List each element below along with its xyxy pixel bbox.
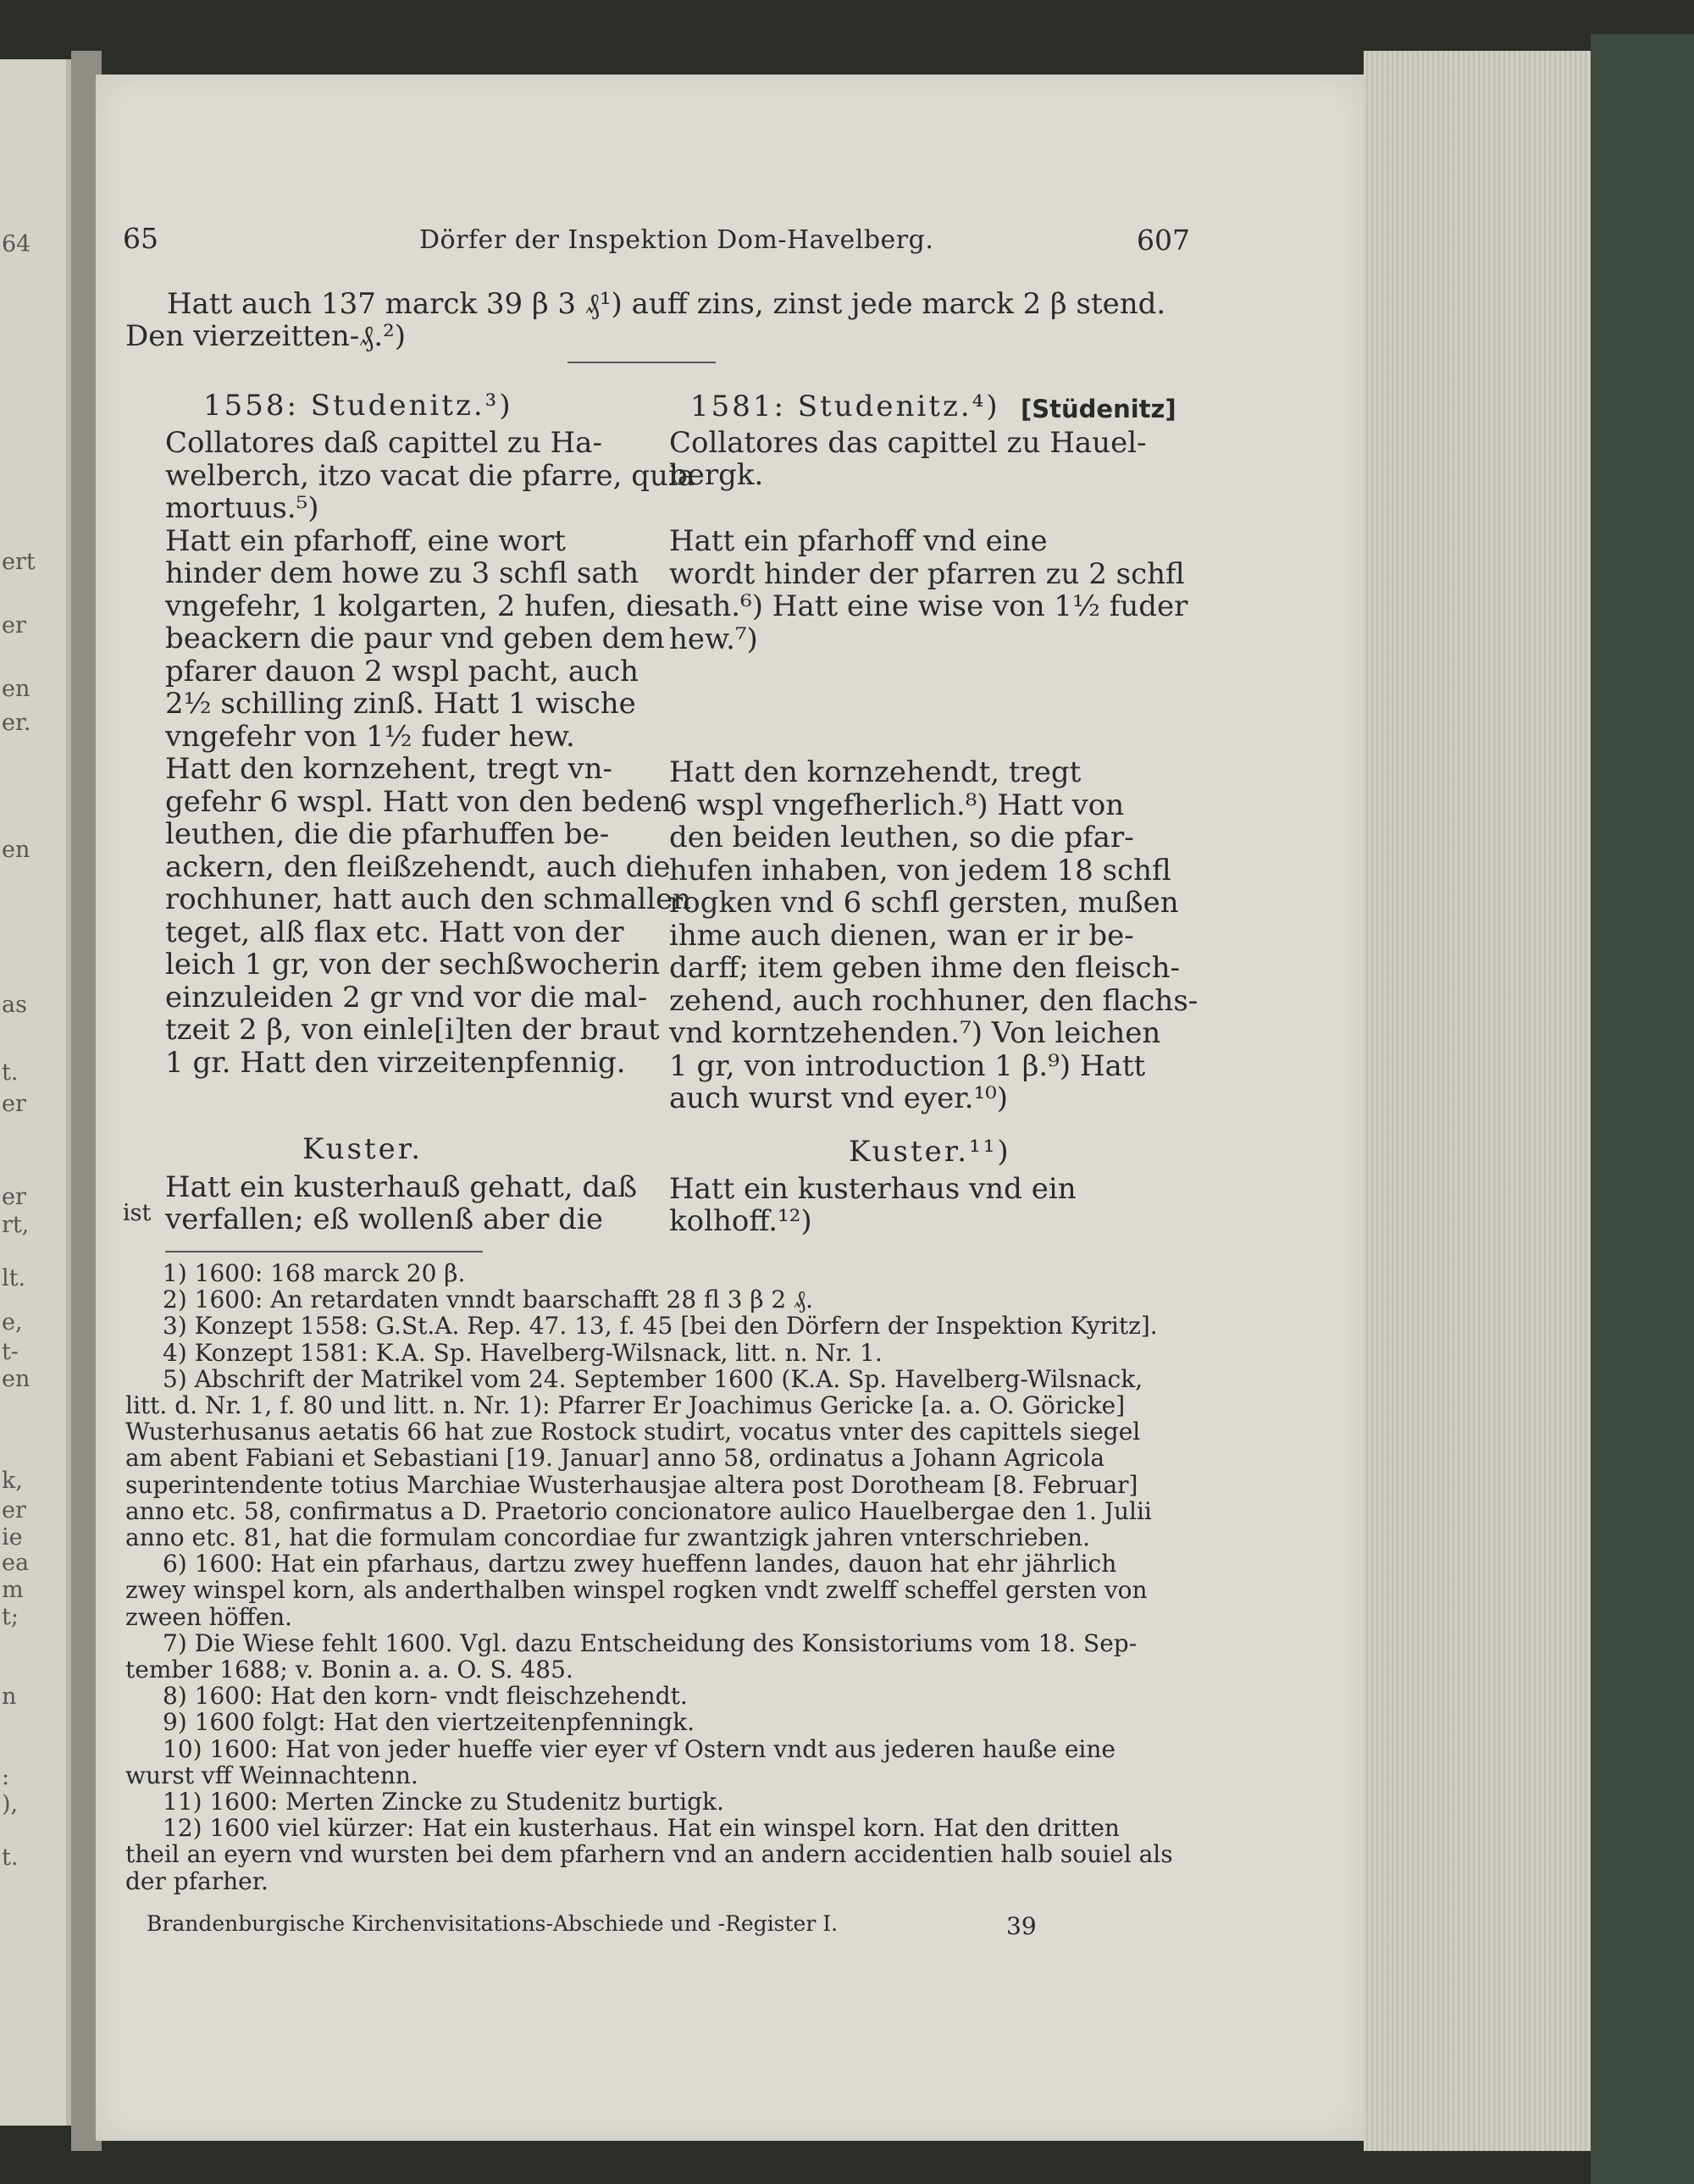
adjacent-page-fragment: t. (2, 1059, 19, 1086)
right-column-line: sath.⁶) Hatt eine wise von 1½ fuder (669, 589, 1188, 623)
adjacent-page-fragment: 64 (2, 231, 31, 257)
divider-rule (567, 362, 716, 363)
adjacent-page-fragment: en (2, 676, 30, 702)
right-column-line: auch wurst vnd eyer.¹⁰) (669, 1081, 1009, 1115)
left-column-line: mortuus.⁵) (165, 491, 319, 525)
adjacent-page-fragment: ea (2, 1550, 30, 1576)
left-column-line: Hatt den kornzehent, tregt vn- (165, 752, 612, 786)
footer-series: Brandenburgische Kirchenvisitations-Abschiede und -Register I. (147, 1911, 839, 1936)
footnote-line: litt. d. Nr. 1, f. 80 und litt. n. Nr. 1): Pfarrer Er Joachimus Gericke [a. a. O. Göricke] (125, 1391, 1126, 1419)
right-column-line: wordt hinder der pfarren zu 2 schfl (669, 556, 1185, 591)
sheet-number: 39 (1006, 1912, 1037, 1940)
adjacent-page-fragment: er (2, 612, 26, 639)
book-cover (1591, 34, 1694, 2184)
footnote-line: 11) 1600: Merten Zincke zu Studenitz burtigk. (163, 1788, 724, 1816)
left-column-line: tzeit 2 β, von einle[i]ten der braut (165, 1013, 660, 1047)
right-column-heading-bracket: [Stüdenitz] (1021, 395, 1176, 423)
footnote-line: Wusterhusanus aetatis 66 hat zue Rostock studirt, vocatus vnter des capittels siegel (125, 1418, 1141, 1446)
footnote-line: 9) 1600 folgt: Hat den viertzeitenpfenningk. (163, 1708, 695, 1737)
footnote-line: wurst vff Weinnachtenn. (125, 1761, 418, 1789)
footnote-line: 10) 1600: Hat von jeder hueffe vier eyer vf Ostern vndt aus jederen hauße eine (163, 1734, 1115, 1763)
footnote-line: 5) Abschrift der Matrikel vom 24. September 1600 (K.A. Sp. Havelberg-Wilsnack, (163, 1364, 1143, 1393)
adjacent-page-fragment: er (2, 1497, 26, 1523)
right-column-line: 1 gr, von introduction 1 β.⁹) Hatt (669, 1048, 1146, 1083)
adjacent-page-fragment: t. (2, 1844, 19, 1871)
left-column-line: hinder dem howe zu 3 schfl sath (165, 556, 639, 590)
right-column-line: Hatt den kornzehendt, tregt (669, 755, 1082, 789)
right-column-line: zehend, auch rochhuner, den flachs- (669, 983, 1199, 1018)
intro-line: Hatt auch 137 marck 39 β 3 ₰¹) auff zins, zinst jede marck 2 β stend. (167, 287, 1166, 321)
footnote-line: zwey winspel korn, als anderthalben winspel rogken vndt zwelff scheffel gersten von (125, 1576, 1148, 1605)
left-column-line: Hatt ein pfarhoff, eine wort (165, 523, 566, 558)
left-column-heading: 1558: Studenitz.³) (203, 389, 513, 423)
right-column-line: den beiden leuthen, so die pfar- (669, 821, 1134, 854)
right-column-line: Hatt ein pfarhoff vnd eine (669, 524, 1048, 558)
footnote-line: theil an eyern vnd wursten bei dem pfarhern vnd an andern accidentien halb souiel als (125, 1840, 1173, 1869)
footnote-line: anno etc. 58, confirmatus a D. Praetorio concionatore aulico Hauelbergae den 1. Julii (125, 1496, 1152, 1525)
right-column-line: hew.⁷) (669, 622, 758, 656)
left-column-line: welberch, itzo vacat die pfarre, quia (165, 458, 695, 493)
right-kuster-line: kolhoff.¹²) (669, 1204, 812, 1238)
footnote-line: 6) 1600: Hat ein pfarhaus, dartzu zwey hueffenn landes, dauon hat ehr jährlich (163, 1550, 1117, 1579)
footnote-line: tember 1688; v. Bonin a. a. O. S. 485. (125, 1656, 573, 1684)
adjacent-page-fragment: t; (2, 1604, 19, 1630)
footnote-line: superintendente totius Marchiae Wusterhausjae altera post Dorotheam [8. Februar] (125, 1470, 1138, 1499)
right-column-line: hufen inhaben, von jedem 18 schfl (669, 853, 1171, 887)
adjacent-page-fragment: : (2, 1764, 10, 1790)
right-column-line: rogken vnd 6 schfl gersten, mußen (669, 886, 1179, 920)
footnote-line: 1) 1600: 168 marck 20 β. (163, 1259, 466, 1287)
left-column-line: einzuleiden 2 gr vnd vor die mal- (165, 980, 648, 1015)
adjacent-page-fragment: en (2, 837, 30, 863)
left-column-line: 1 gr. Hatt den virzeitenpfennig. (165, 1045, 626, 1080)
left-column-line: leuthen, die die pfarhuffen be- (165, 817, 610, 851)
right-column-line: ihme auch dienen, wan er ir be- (669, 918, 1134, 953)
left-kuster-heading: Kuster. (302, 1132, 424, 1166)
page-number-left: 65 (123, 222, 158, 255)
left-column-line: leich 1 gr, von der sechßwocherin (165, 948, 661, 981)
adjacent-page-fragment: er (2, 1184, 26, 1210)
page-edges (1364, 51, 1591, 2151)
footnote-line: zween höffen. (125, 1602, 293, 1631)
left-column-line: vngefehr von 1½ fuder hew. (165, 719, 575, 754)
left-column-line: teget, alß flax etc. Hatt von der (165, 915, 624, 949)
adjacent-page-fragment: er. (2, 710, 31, 736)
left-column-line: beackern die paur vnd geben dem (165, 622, 665, 655)
right-column-heading: 1581: Studenitz.⁴) (690, 390, 1000, 423)
left-column-line: gefehr 6 wspl. Hatt von den beden (165, 784, 672, 819)
adjacent-page-fragment: t- (2, 1339, 19, 1365)
right-column-line: Collatores das capittel zu Hauel- (669, 426, 1147, 460)
adjacent-page-edge (0, 59, 71, 2126)
footnote-line: 7) Die Wiese fehlt 1600. Vgl. dazu Entscheidung des Konsistoriums vom 18. Sep- (163, 1628, 1138, 1657)
adjacent-page-fragment: k, (2, 1468, 23, 1494)
adjacent-page-fragment: rt, (2, 1212, 30, 1238)
intro-line: Den vierzeitten-₰.²) (125, 319, 406, 353)
adjacent-page-fragment: e, (2, 1309, 23, 1335)
footnote-line: der pfarher. (125, 1866, 268, 1895)
left-column-line: 2½ schilling zinß. Hatt 1 wische (165, 687, 636, 721)
left-column-line: ackern, den fleißzehendt, auch die (165, 849, 671, 884)
adjacent-page-fragment: ert (2, 549, 36, 575)
footnote-line: 4) Konzept 1581: K.A. Sp. Havelberg-Wilsnack, litt. n. Nr. 1. (163, 1338, 883, 1367)
footnote-line: am abent Fabiani et Sebastiani [19. Januar] anno 58, ordinatus a Johann Agricola (125, 1444, 1105, 1473)
right-column-line: vnd korntzehenden.⁷) Von leichen (669, 1016, 1161, 1050)
adjacent-page-fragment: m (2, 1577, 24, 1603)
right-column-line: 6 wspl vngefherlich.⁸) Hatt von (669, 788, 1125, 822)
right-column-line: bergk. (669, 458, 764, 492)
footnote-line: 3) Konzept 1558: G.St.A. Rep. 47. 13, f. 45 [bei den Dörfern der Inspektion Kyritz]. (163, 1312, 1158, 1341)
adjacent-page-fragment: n (2, 1684, 17, 1710)
right-column-line: darff; item geben ihme den fleisch- (669, 951, 1180, 985)
footnote-line: anno etc. 81, hat die formulam concordiae fur zwantzigk jahren vnterschrieben. (125, 1523, 1090, 1551)
adjacent-page-fragment: lt. (2, 1265, 26, 1291)
left-column-line: pfarer dauon 2 wspl pacht, auch (165, 654, 639, 688)
adjacent-page-fragment: en (2, 1366, 30, 1392)
right-kuster-heading: Kuster.¹¹) (849, 1135, 1011, 1169)
left-column-line: rochhuner, hatt auch den schmallen (165, 882, 692, 916)
left-kuster-line: verfallen; eß wollenß aber die (165, 1203, 603, 1236)
left-column-line: Collatores daß capittel zu Ha- (165, 426, 602, 460)
adjacent-page-fragment: ie (2, 1524, 23, 1551)
left-column-line: vngefehr, 1 kolgarten, 2 hufen, die (165, 589, 671, 623)
adjacent-page-fragment: as (2, 992, 27, 1018)
page-number-right: 607 (1137, 224, 1190, 257)
footnote-rule (165, 1251, 483, 1252)
adjacent-page-fragment: er (2, 1091, 26, 1117)
footnote-line: 8) 1600: Hat den korn- vndt fleischzehendt. (163, 1682, 688, 1711)
adjacent-page-fragment: ), (2, 1791, 19, 1817)
margin-note: ist (123, 1200, 152, 1226)
running-header: Dörfer der Inspektion Dom-Havelberg. (419, 225, 934, 255)
left-kuster-line: Hatt ein kusterhauß gehatt, daß (165, 1170, 638, 1204)
footnote-line: 12) 1600 viel kürzer: Hat ein kusterhaus. Hat ein winspel korn. Hat den dritten (163, 1814, 1120, 1843)
footnote-line: 2) 1600: An retardaten vnndt baarschafft 28 fl 3 β 2 ₰. (163, 1286, 814, 1314)
right-kuster-line: Hatt ein kusterhaus vnd ein (669, 1172, 1077, 1206)
